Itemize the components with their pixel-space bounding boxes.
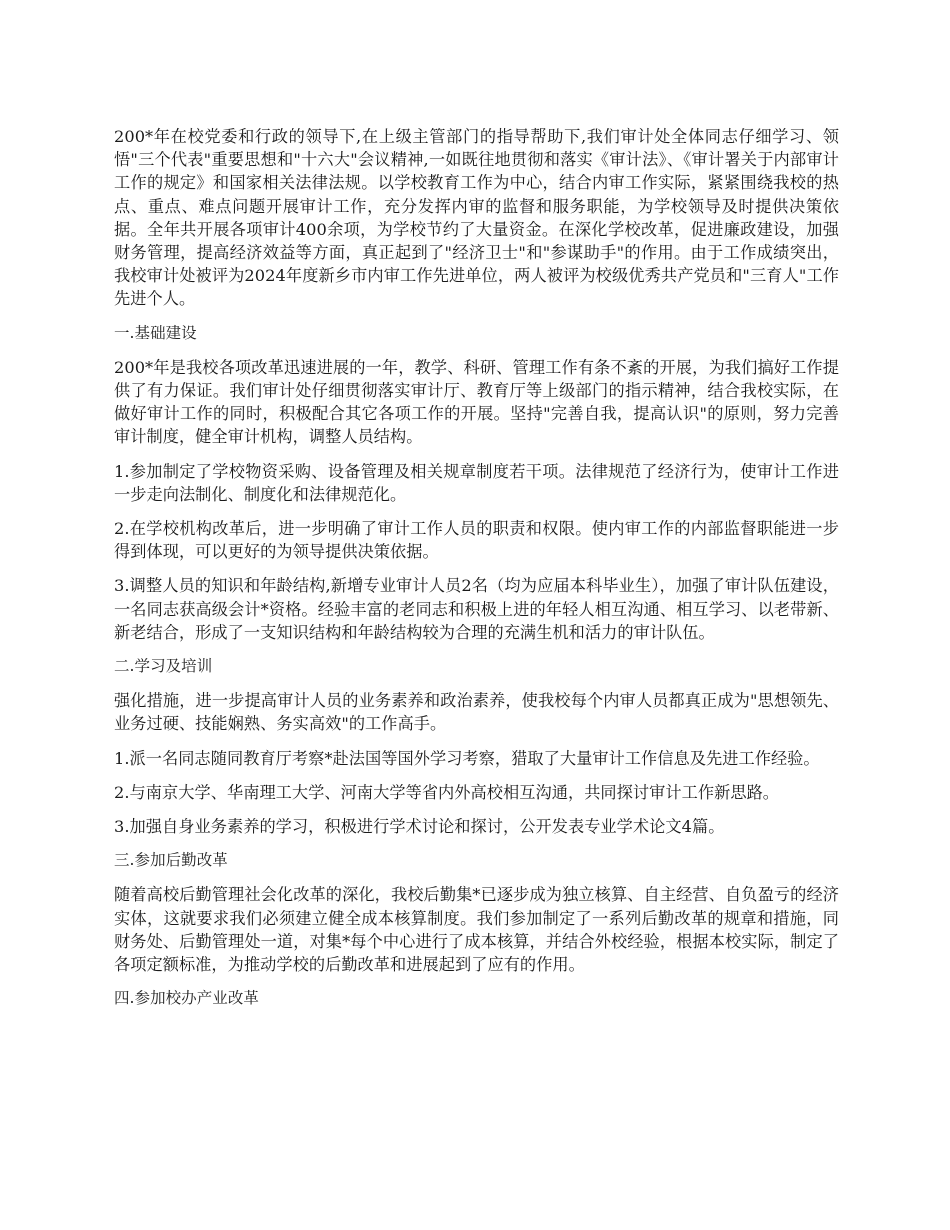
training-item-1: 1.派一名同志随同教育厅考察*赴法国等国外学习考察，猎取了大量审计工作信息及先进工作经验。 [114,748,820,768]
infrastructure-item-2: 2.在学校机构改革后，进一步明确了审计工作人员的职责和权限。使内审工作的内部监督职能进一步得到体现，可以更好的为领导提供决策依据。 [114,519,839,562]
section-heading-industry: 四.参加校办产业改革 [114,989,259,1008]
infrastructure-item-3: 3.调整人员的知识和年龄结构,新增专业审计人员2名（均为应届本科毕业生），加强了审计队伍建设，一名同志获高级会计*资格。经验丰富的老同志和积极上进的年轻人相互沟通、相互学习、以老带新、新老结合，形成了一支知识结构和年龄结构较为合理的充满生机和活力的审计队伍。 [114,576,839,642]
training-item-2: 2.与南京大学、华南理工大学、河南大学等省内外高校相互沟通，共同探讨审计工作新思路。 [114,782,780,802]
document-page [114,125,839,1022]
training-paragraph: 强化措施，进一步提高审计人员的业务素养和政治素养，使我校每个内审人员都真正成为"思想领先、业务过硬、技能娴熟、务实高效"的工作高手。 [114,691,839,734]
section-heading-infrastructure: 一.基础建设 [114,323,197,342]
section-heading-logistics: 三.参加后勤改革 [114,851,228,870]
section-heading-training: 二.学习及培训 [114,657,213,676]
infrastructure-item-1: 1.参加制定了学校物资采购、设备管理及相关规章制度若干项。法律规范了经济行为，使审计工作进一步走向法制化、制度化和法律规范化。 [114,461,839,504]
intro-paragraph: 200*年在校党委和行政的领导下,在上级主管部门的指导帮助下,我们审计处全体同志仔细学习、领悟"三个代表"重要思想和"十六大"会议精神,一如既往地贯彻和落实《审计法》、《审计署关于内部审计工作的规定》和国家相关法律法规。以学校教育工作为中心，结合内审工作实际，紧紧围绕我校的热点、重点、难点问题开展审计工作，充分发挥内审的监督和服务职能，为学校领导及时提供决策依据。全年共开展各项审计400余项，为学校节约了大量资金。在深化学校改革，促进廉政建设，加强财务管理，提高经济效益等方面，真正起到了"经济卫士"和"参谋助手"的作用。由于工作成绩突出，我校审计处被评为2024年度新乡市内审工作先进单位，两人被评为校级优秀共产党员和"三育人"工作先进个人。 [114,127,839,309]
training-item-3: 3.加强自身业务素养的学习，积极进行学术讨论和探讨，公开发表专业学术论文4篇。 [114,817,725,837]
logistics-paragraph: 随着高校后勤管理社会化改革的深化，我校后勤集*已逐步成为独立核算、自主经营、自负盈亏的经济实体，这就要求我们必须建立健全成本核算制度。我们参加制定了一系列后勤改革的规章和措施，同财务处、后勤管理处一道，对集*每个中心进行了成本核算，并结合外校经验，根据本校实际，制定了各项定额标准，为推动学校的后勤改革和进展起到了应有的作用。 [114,885,839,975]
infrastructure-paragraph: 200*年是我校各项改革迅速进展的一年，教学、科研、管理工作有条不紊的开展，为我们搞好工作提供了有力保证。我们审计处仔细贯彻落实审计厅、教育厅等上级部门的指示精神，结合我校实际，在做好审计工作的同时，积极配合其它各项工作的开展。坚持"完善自我，提高认识"的原则，努力完善审计制度，健全审计机构，调整人员结构。 [114,357,839,447]
